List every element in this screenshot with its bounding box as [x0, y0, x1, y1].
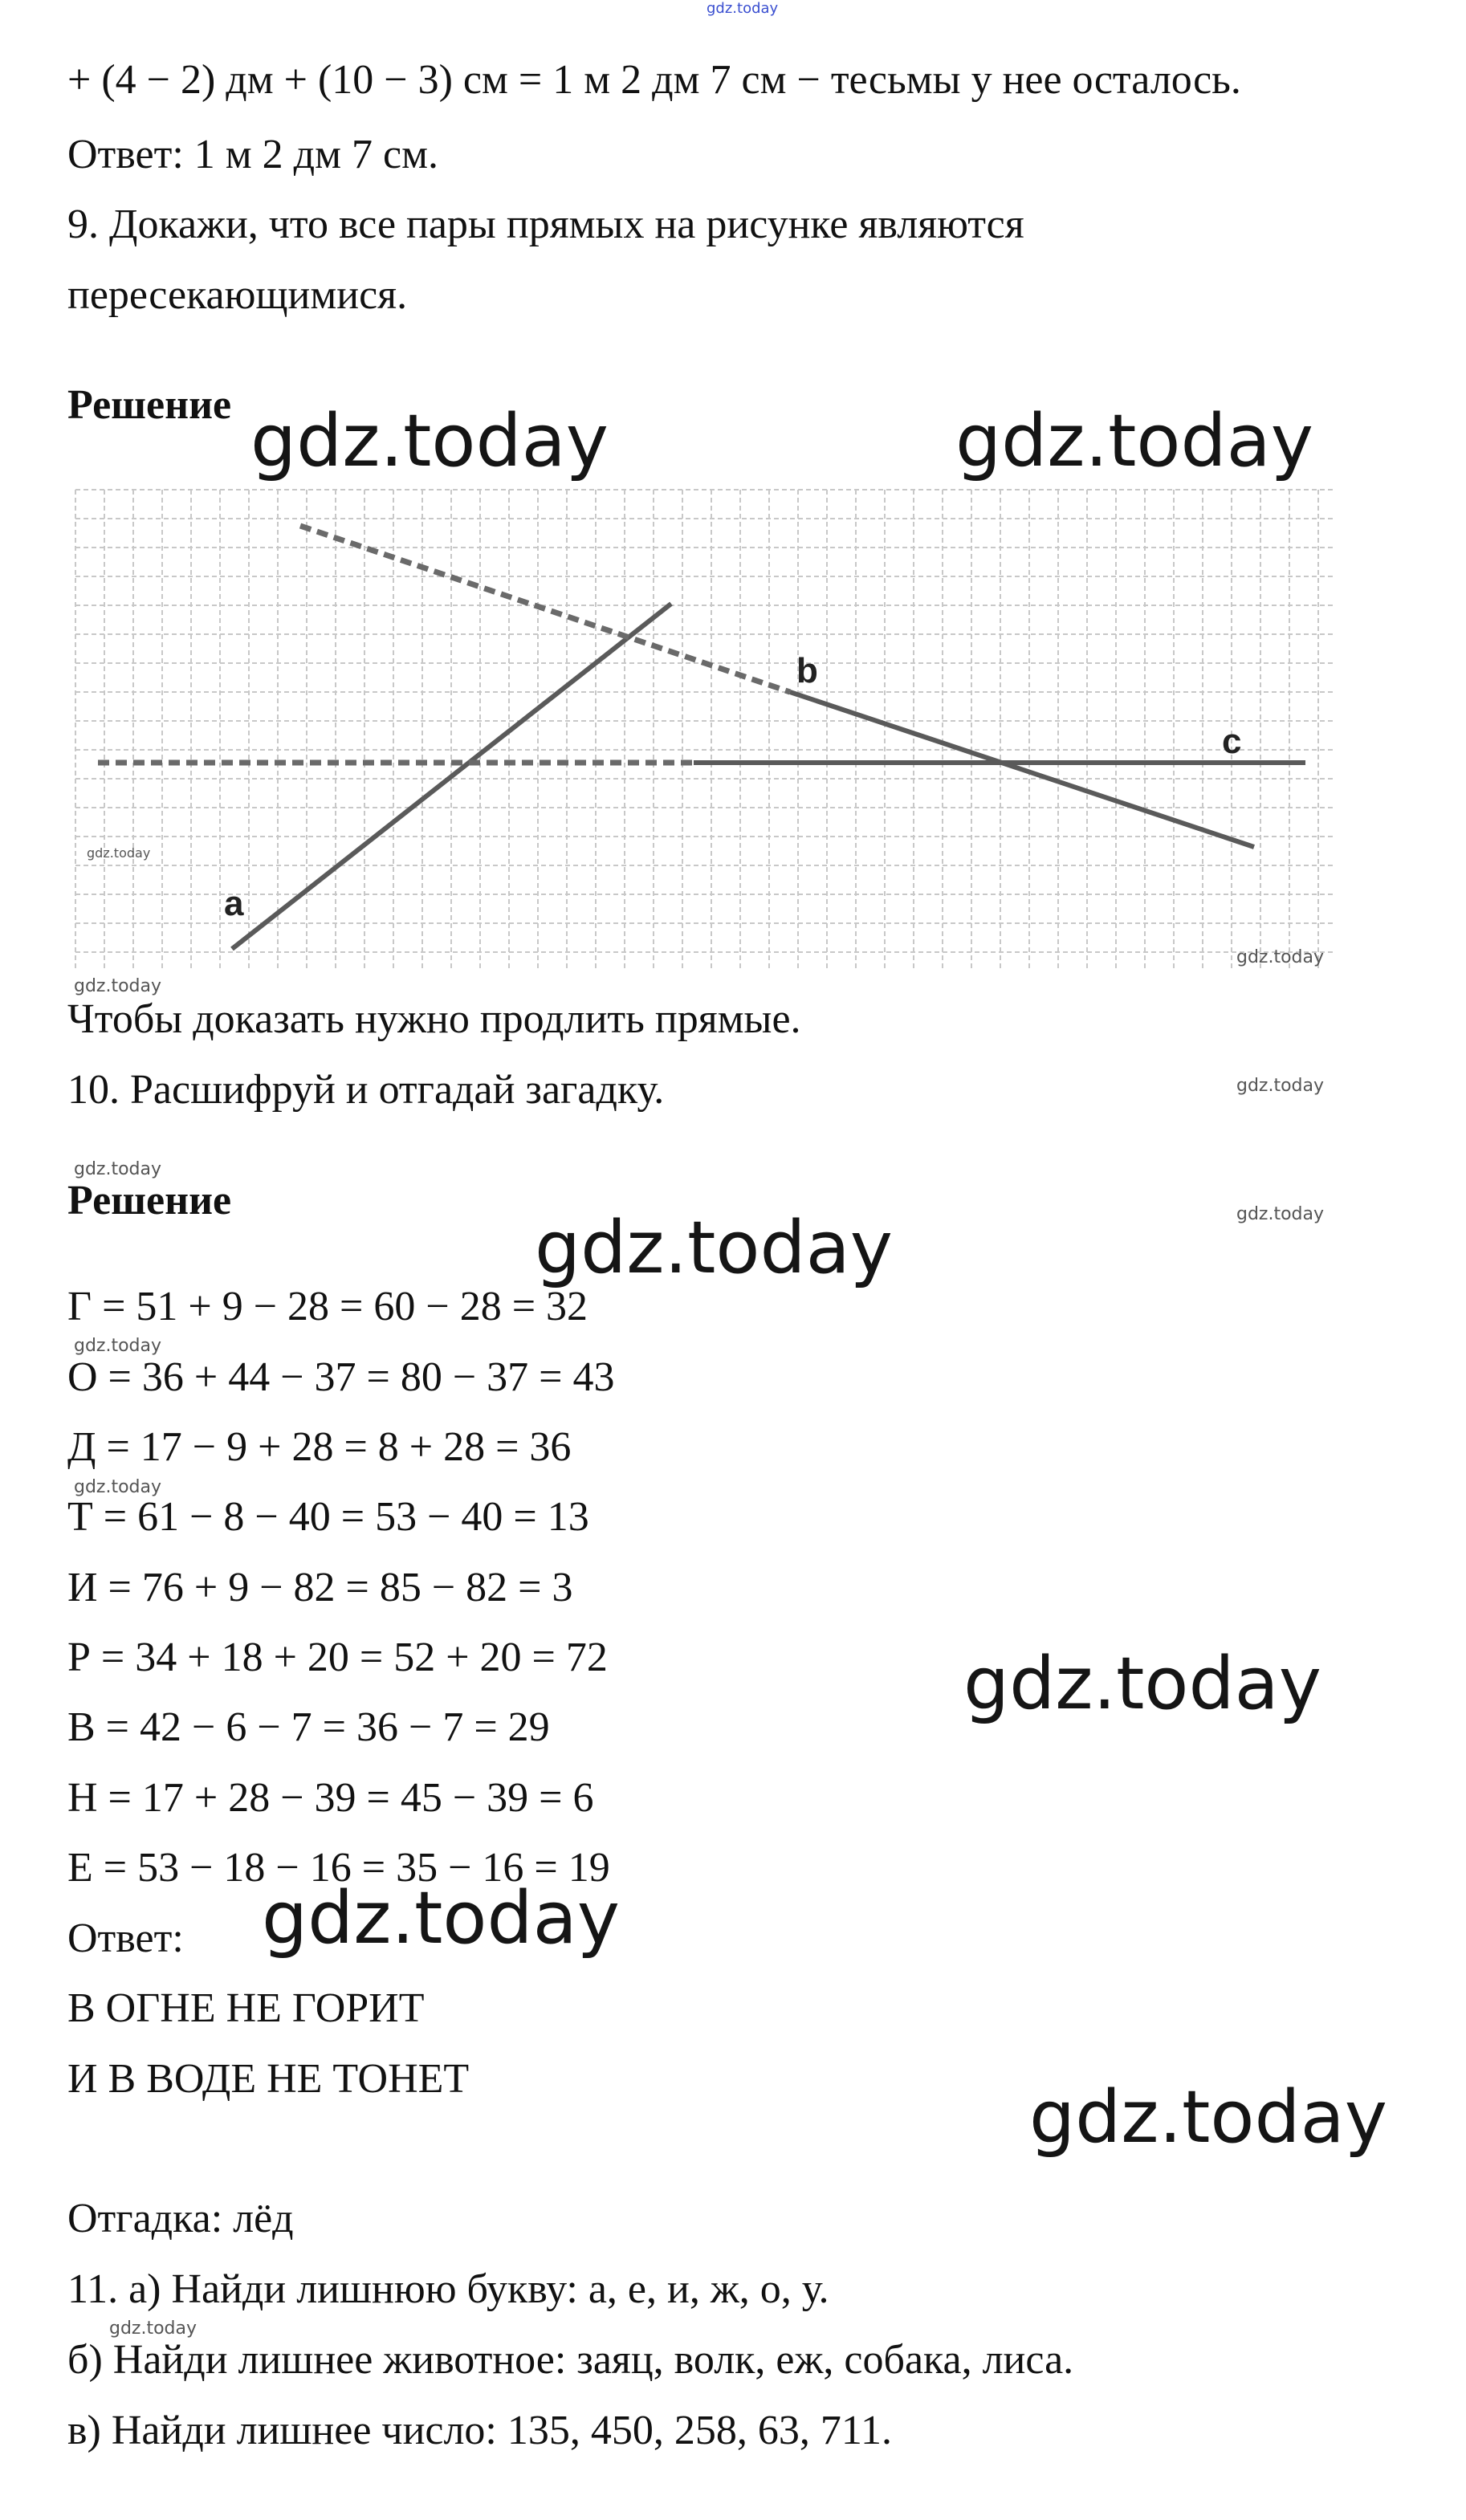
- task-11b: б) Найди лишнее животное: заяц, волк, еж, собака, лиса.: [67, 2337, 1074, 2383]
- lines-figure: [67, 482, 1360, 987]
- line-b-dashed: [300, 526, 790, 692]
- watermark-5: gdz.today: [262, 1876, 621, 1960]
- watermark-4: gdz.today: [963, 1642, 1322, 1726]
- solution-heading-10: Решение: [67, 1178, 232, 1223]
- solution-heading-9: Решение: [67, 382, 232, 428]
- answer-line-8: Ответ: 1 м 2 дм 7 см.: [67, 132, 439, 177]
- guess-line: Отгадка: лёд: [67, 2196, 294, 2241]
- watermark-small-6: gdz.today: [74, 1336, 162, 1356]
- riddle-line-1: В ОГНЕ НЕ ГОРИТ: [67, 1985, 425, 2031]
- watermark-small-5: gdz.today: [1236, 1204, 1325, 1224]
- equation-r: Р = 34 + 18 + 20 = 52 + 20 = 72: [67, 1635, 608, 1680]
- watermark-small-2: gdz.today: [1236, 947, 1325, 967]
- watermark-1: gdz.today: [250, 399, 609, 483]
- watermark-tiny-1: gdz.today: [87, 845, 151, 861]
- label-b: b: [796, 651, 818, 690]
- equation-d: Д = 17 − 9 + 28 = 8 + 28 = 36: [67, 1424, 572, 1470]
- task-11a: 11. а) Найди лишнюю букву: а, е, и, ж, о, у.: [67, 2266, 829, 2312]
- watermark-small-3: gdz.today: [1236, 1076, 1325, 1096]
- task-9-title: 9. Докажи, что все пары прямых на рисунке являются: [67, 202, 1024, 247]
- top-watermark: gdz.today: [707, 0, 779, 17]
- watermark-small-8: gdz.today: [109, 2318, 198, 2339]
- label-c: c: [1222, 722, 1242, 761]
- task-10-title: 10. Расшифруй и отгадай загадку.: [67, 1067, 665, 1113]
- equation-e: Е = 53 − 18 − 16 = 35 − 16 = 19: [67, 1845, 610, 1891]
- watermark-3: gdz.today: [535, 1206, 894, 1290]
- watermark-small-7: gdz.today: [74, 1477, 162, 1497]
- watermark-small-1: gdz.today: [74, 976, 162, 996]
- proof-text: Чтобы доказать нужно продлить прямые.: [67, 996, 801, 1042]
- answer-label-10: Ответ:: [67, 1915, 184, 1961]
- equation-n: Н = 17 + 28 − 39 = 45 − 39 = 6: [67, 1775, 594, 1821]
- figure-grid: [75, 490, 1336, 971]
- watermark-2: gdz.today: [955, 399, 1314, 483]
- label-a: a: [224, 884, 244, 923]
- line-b-solid: [790, 692, 1254, 847]
- equation-v: В = 42 − 6 − 7 = 36 − 7 = 29: [67, 1704, 550, 1750]
- task-9-title-cont: пересекающимися.: [67, 272, 408, 318]
- equation-o: О = 36 + 44 − 37 = 80 − 37 = 43: [67, 1354, 615, 1400]
- equation-g: Г = 51 + 9 − 28 = 60 − 28 = 32: [67, 1284, 588, 1329]
- equation-t: Т = 61 − 8 − 40 = 53 − 40 = 13: [67, 1494, 589, 1540]
- equation-i: И = 76 + 9 − 82 = 85 − 82 = 3: [67, 1565, 573, 1610]
- riddle-line-2: И В ВОДЕ НЕ ТОНЕТ: [67, 2056, 470, 2102]
- line-a: [232, 604, 671, 949]
- watermark-6: gdz.today: [1029, 2075, 1388, 2160]
- task-11c: в) Найди лишнее число: 135, 450, 258, 63, 711.: [67, 2408, 892, 2453]
- text-line-continuation: + (4 − 2) дм + (10 − 3) см = 1 м 2 дм 7 см − тесьмы у нее осталось.: [67, 57, 1241, 103]
- watermark-small-4: gdz.today: [74, 1159, 162, 1179]
